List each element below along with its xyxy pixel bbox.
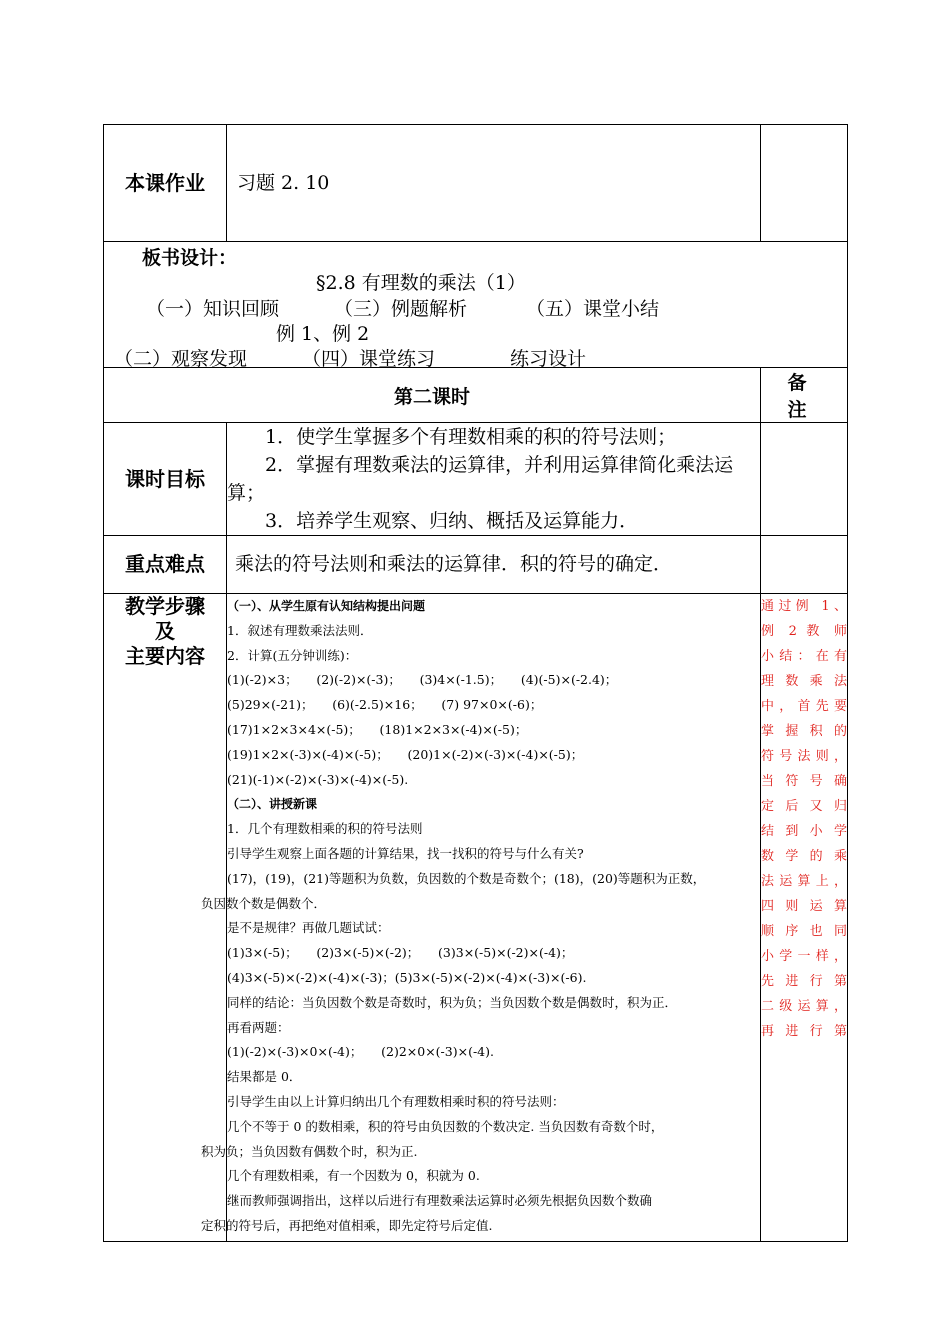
content-line: (21)(-1)×(-2)×(-3)×(-4)×(-5).	[227, 771, 409, 787]
board-practice: 练习设计	[510, 348, 587, 370]
lesson-title: 第二课时	[104, 368, 761, 423]
content-line: 定积的符号后，再把绝对值相乘，即先定符号后定值.	[201, 1217, 493, 1233]
board-design-cell	[104, 242, 848, 368]
content-line: 几个不等于 0 的数相乘，积的符号由负因数的个数决定. 当负因数有奇数个时，	[227, 1118, 664, 1134]
homework-row	[104, 125, 848, 242]
content-line: (19)1×2×(-3)×(-4)×(-5)； (20)1×(-2)×(-3)×(-4)×(-5)；	[227, 746, 584, 762]
section-heading: （一）、从学生原有认知结构提出问题	[227, 599, 426, 613]
remark-line: 再 进 行 第	[761, 1024, 847, 1039]
goal-item: 3．培养学生观察、归纳、概括及运算能力．	[265, 510, 639, 532]
steps-label-line: 主要内容	[125, 644, 205, 668]
content-line: 是不是规律？再做几题试试：	[227, 920, 390, 936]
steps-content	[201, 594, 761, 1242]
remark-line: 定 后 又 归	[761, 799, 847, 814]
content-line: (4)3×(-5)×(-2)×(-4)×(-3)；(5)3×(-5)×(-2)×(-4)×(-3)×(-6).	[227, 969, 587, 985]
content-line: (1)(-2)×(-3)×0×(-4)； (2)2×0×(-3)×(-4).	[227, 1044, 494, 1060]
remark-line: 符号法则，	[761, 749, 847, 764]
board-examples: 例 1、例 2	[276, 323, 370, 345]
key-row	[104, 536, 848, 594]
steps-row	[104, 594, 848, 1242]
lesson-header-row	[104, 368, 848, 423]
goal-item: 2．掌握有理数乘法的运算律，并利用运算律简化乘法运算；	[227, 454, 734, 504]
remark-line: 结 到 小 学	[761, 824, 847, 839]
steps-label-line: 及	[155, 619, 175, 643]
remark-line: 例 2 教 师	[761, 624, 847, 639]
board-title: 板书设计：	[142, 247, 238, 269]
goals-label: 课时目标	[104, 423, 227, 536]
remark-line: 先 进 行 第	[761, 974, 847, 989]
remark-line: 四 则 运 算	[761, 899, 847, 914]
goals-row	[104, 423, 848, 536]
remark-line: 法运算上，	[761, 874, 847, 889]
goals-cell	[227, 423, 761, 536]
board-item-2: （二）观察发现	[114, 348, 248, 370]
steps-label-line: 教学步骤	[125, 594, 205, 618]
remark-line: 掌 握 积 的	[761, 724, 847, 739]
section-heading: （二）、讲授新课	[227, 797, 318, 812]
content-line: 结果都是 0．	[227, 1069, 302, 1085]
remark-line: 中，首先要	[761, 699, 847, 714]
remark-line: 小结：在有	[761, 649, 847, 664]
board-item-3: （三）例题解析	[334, 298, 468, 320]
remark-line: 当 符 号 确	[761, 774, 847, 789]
lesson-plan-table	[103, 124, 854, 1242]
content-line: 1．叙述有理数乘法法则．	[227, 622, 373, 638]
content-line: 积为负；当负因数有偶数个时，积为正.	[201, 1143, 418, 1159]
content-line: (5)29×(-21)； (6)(-2.5)×16； (7) 97×0×(-6)；	[227, 697, 543, 713]
remark-line: 数 学 的 乘	[761, 849, 847, 864]
remark-line: 顺 序 也 同	[761, 924, 847, 939]
content-line: (17)，(19)，(21)等题积为负数，负因数的个数是奇数个；(18)，(20)等题积为正数，	[227, 870, 706, 886]
content-line: 同样的结论：当负因数个数是奇数时，积为负；当负因数个数是偶数时，积为正．	[227, 994, 678, 1010]
content-line: 引导学生观察上面各题的计算结果，找一找积的符号与什么有关?	[227, 845, 584, 861]
content-line: 引导学生由以上计算归纳出几个有理数相乘时积的符号法则：	[227, 1093, 565, 1109]
content-line: 再看两题：	[227, 1019, 290, 1035]
goal-item: 1．使学生掌握多个有理数相乘的积的符号法则；	[265, 426, 677, 448]
content-line: (1)(-2)×3； (2)(-2)×(-3)； (3)4×(-1.5)； (4)(-5)×(-2.4)；	[227, 672, 618, 688]
homework-remark-cell	[761, 125, 848, 242]
key-label: 重点难点	[104, 536, 227, 594]
content-line: 几个有理数相乘，有一个因数为 0，积就为 0.	[227, 1168, 480, 1184]
key-remark-cell	[761, 536, 848, 594]
content-line: (1)3×(-5)； (2)3×(-5)×(-2)； (3)3×(-5)×(-2)×(-4)；	[227, 945, 574, 961]
homework-label: 本课作业	[104, 125, 227, 242]
remark-header: 备 注	[761, 368, 848, 423]
content-line: 负因数个数是偶数个．	[201, 895, 327, 911]
remark-line: 理 数 乘 法	[761, 674, 847, 689]
homework-value: 习题 2. 10	[227, 125, 761, 242]
content-line: 2．计算(五分钟训练)：	[227, 647, 358, 663]
remark-line: 通过例 1、	[761, 599, 847, 614]
remark-line: 二级运算，	[761, 999, 847, 1014]
content-line: (17)1×2×3×4×(-5)； (18)1×2×3×(-4)×(-5)；	[227, 721, 528, 737]
content-line: 继而教师强调指出，这样以后进行有理数乘法运算时必须先根据负因数个数确	[227, 1193, 653, 1209]
board-item-5: （五）课堂小结	[526, 298, 660, 320]
board-item-4: （四）课堂练习	[302, 348, 436, 370]
key-value: 乘法的符号法则和乘法的运算律．积的符号的确定．	[227, 536, 761, 594]
content-line: 1．几个有理数相乘的积的符号法则	[227, 821, 423, 837]
remark-cell	[761, 594, 848, 1242]
board-item-1: （一）知识回顾	[146, 298, 280, 320]
remark-line: 小学一样，	[761, 949, 847, 964]
goals-remark-cell	[761, 423, 848, 536]
board-design-row	[104, 242, 848, 368]
board-heading: §2.8 有理数的乘法（1）	[316, 272, 526, 294]
